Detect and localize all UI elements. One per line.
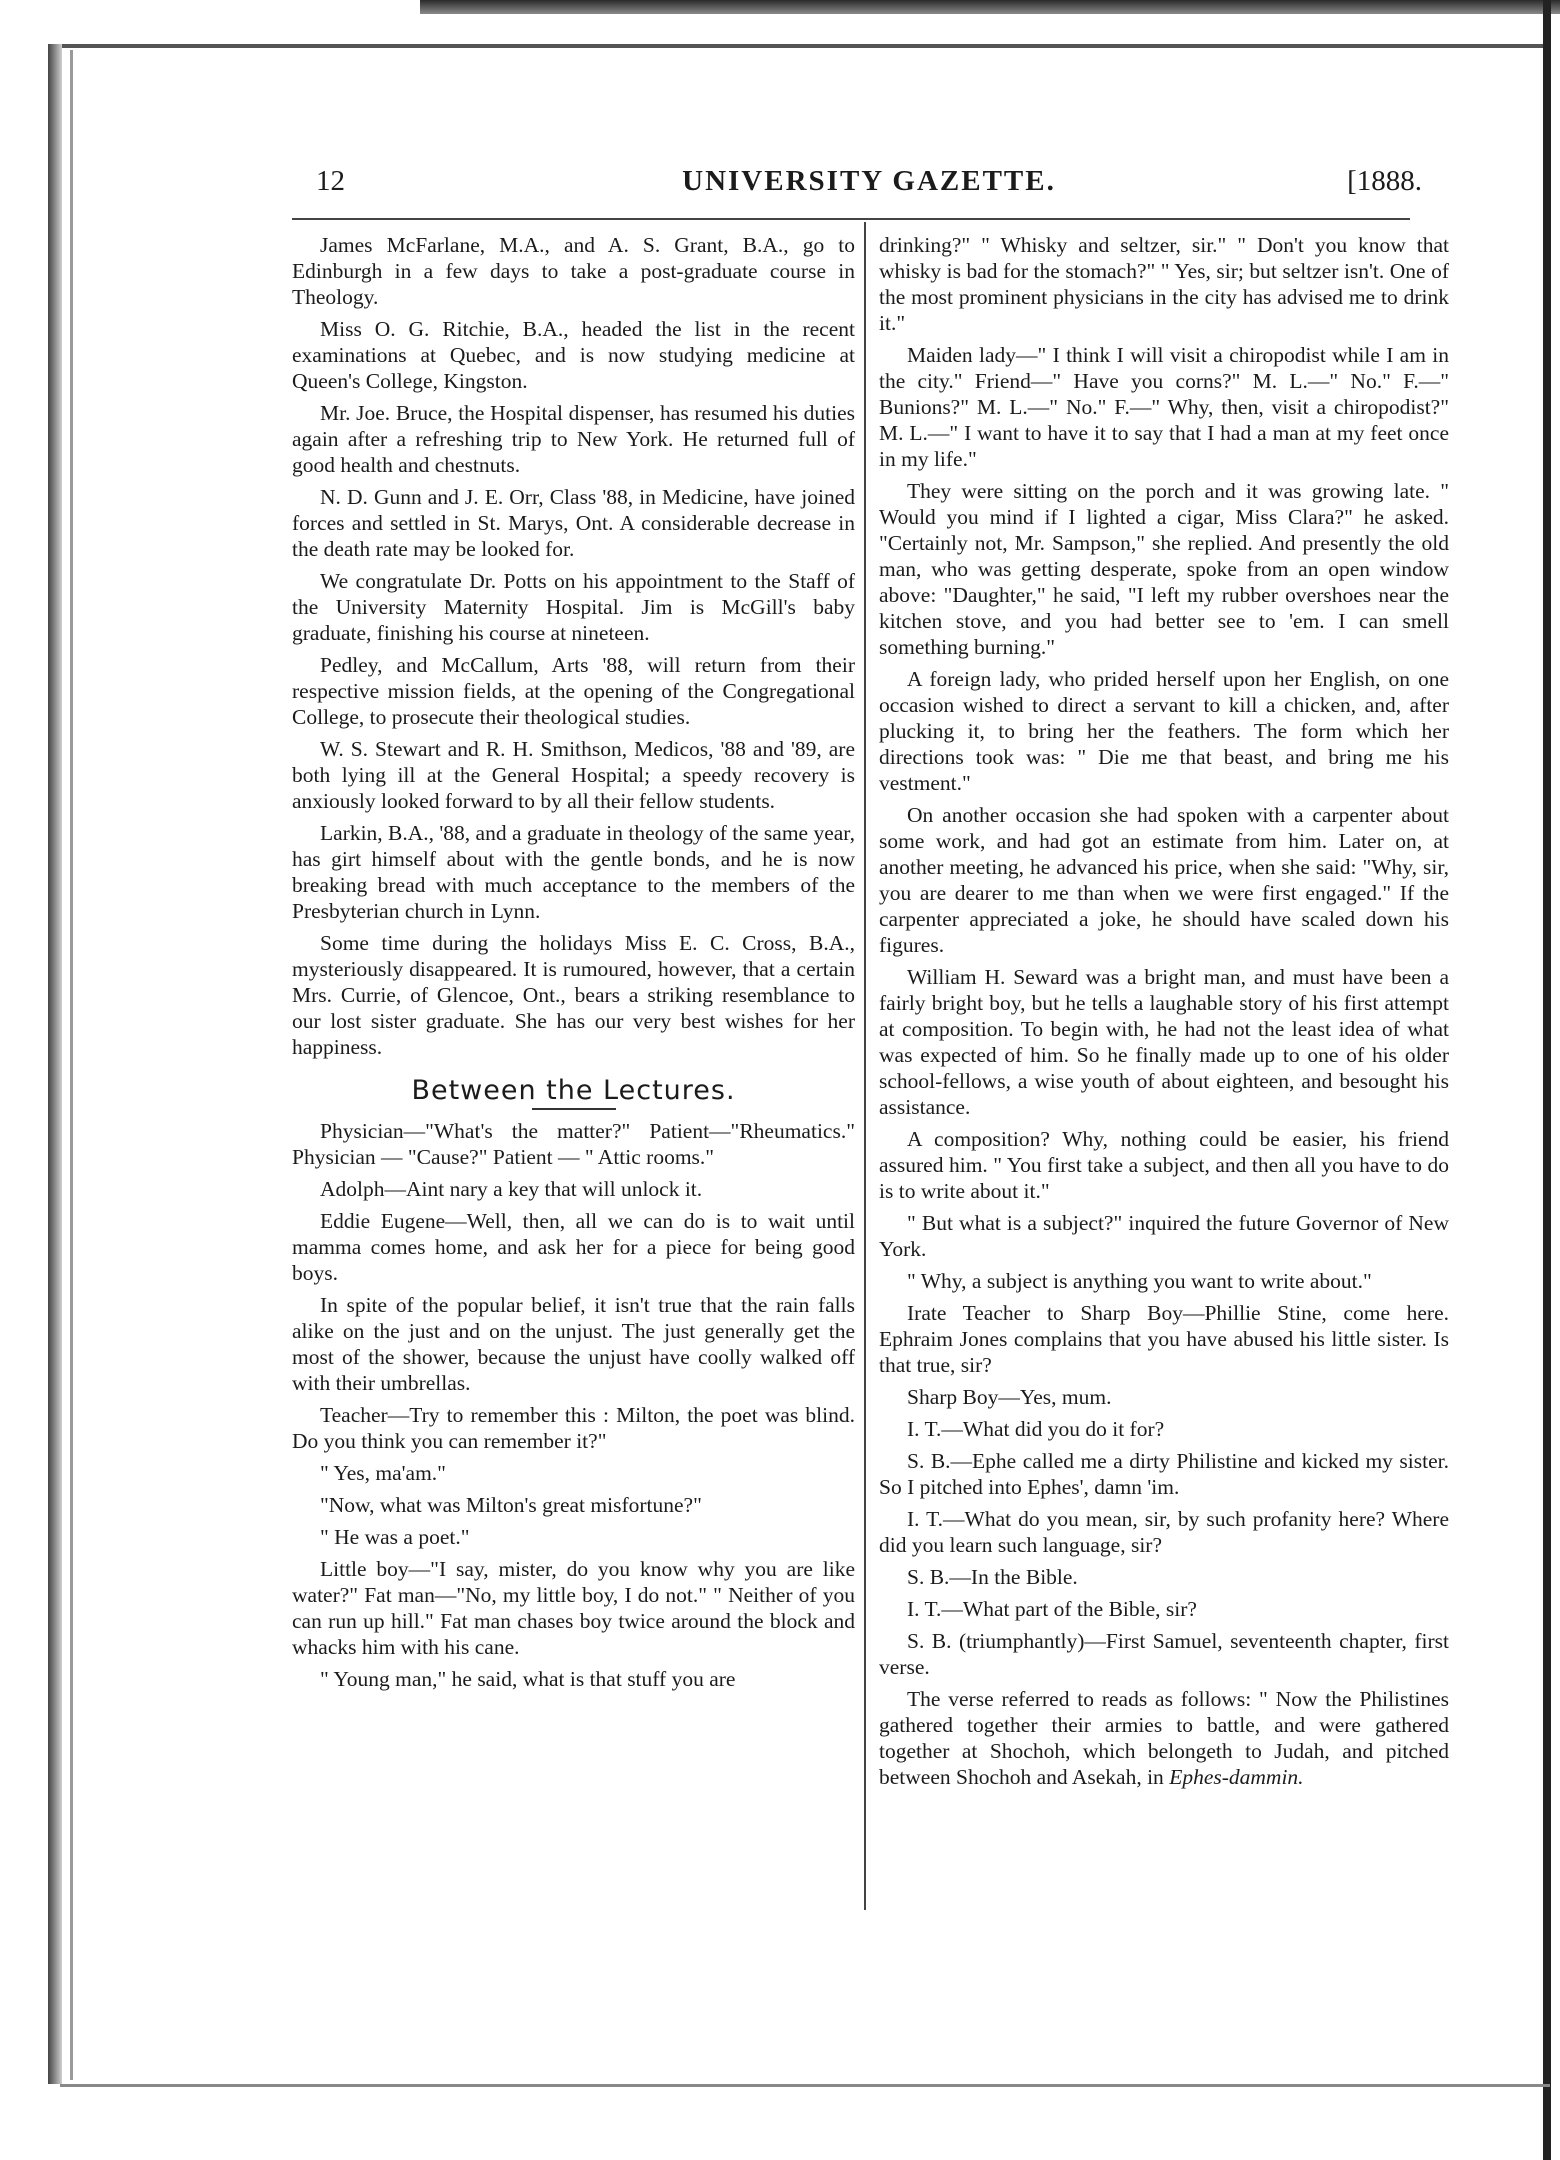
joke-paragraph: I. T.—What did you do it for? xyxy=(907,1417,1165,1441)
news-paragraph: We congratulate Dr. Potts on his appointment to the Staff of the University Maternity Hospital. Jim is McGill's baby graduate, finishing his course at nineteen. xyxy=(292,569,855,645)
heading-rule xyxy=(532,1108,616,1110)
publication-title: UNIVERSITY GAZETTE. xyxy=(682,165,1056,197)
joke-paragraph: Adolph—Aint nary a key that will unlock it. xyxy=(320,1177,703,1201)
joke-paragraph: William H. Seward was a bright man, and must have been a fairly bright boy, but he tells a laughable story of his first attempt at composition. To begin with, he had not the least idea of what was expected of him. So he finally made up to one of his older school-fellows, a wise youth of about eighteen, and besought his assistance. xyxy=(879,965,1449,1119)
section-heading: Between the Lectures. xyxy=(411,1075,736,1106)
joke-paragraph: Eddie Eugene—Well, then, all we can do is to wait until mamma comes home, and ask her for a piece for being good boys. xyxy=(292,1209,855,1285)
issue-year: [1888. xyxy=(1347,165,1422,197)
joke-paragraph: Little boy—"I say, mister, do you know why you are like water?" Fat man—"No, my little boy, I do not." " Neither of you can run up hill." Fat man chases boy twice around the block and whacks him with his cane. xyxy=(292,1557,855,1659)
news-paragraph: James McFarlane, M.A., and A. S. Grant, B.A., go to Edinburgh in a few days to take a post-graduate course in Theology. xyxy=(292,233,855,309)
page-edge-inner xyxy=(70,50,73,2080)
joke-paragraph: Maiden lady—" I think I will visit a chiropodist while I am in the city." Friend—" Have you corns?" M. L.—" No." F.—" Bunions?" M. L.—" No." F.—" Why, then, visit a chiropodist?" M. L.—" I want to have it to say that I had a man at my feet once in my life." xyxy=(879,343,1449,471)
header-rule xyxy=(292,218,1410,220)
joke-paragraph: Sharp Boy—Yes, mum. xyxy=(907,1385,1112,1409)
joke-paragraph: On another occasion she had spoken with a carpenter about some work, and had got an estimate from him. Later on, at another meeting, he advanced his price, when she said: "Why, sir, you are dearer to me than when we were first engaged." If the carpenter appreciated a joke, he should have scaled down his figures. xyxy=(879,803,1449,957)
joke-paragraph: A composition? Why, nothing could be easier, his friend assured him. " You first take a subject, and then all you have to do is to write about it." xyxy=(879,1127,1449,1203)
joke-paragraph: S. B.—Ephe called me a dirty Philistine and kicked my sister. So I pitched into Ephes', damn 'im. xyxy=(879,1449,1449,1499)
joke-paragraph: They were sitting on the porch and it was growing late. " Would you mind if I lighted a cigar, Miss Clara?" he asked. "Certainly not, Mr. Sampson," she replied. And presently the old man, who was getting desperate, spoke from an open window above: "Daughter," he said, "I left my rubber overshoes near the kitchen stove, and you had better see to 'em. I can smell something burning." xyxy=(879,479,1449,659)
page-edge-left xyxy=(48,44,62,2084)
final-paragraph-text: The verse referred to reads as follows: " Now the Philistines gathered together their armies to battle, and were gathered together at Shochoh, which belongeth to Judah, and pitched between Shochoh and Asekah, in xyxy=(879,1687,1449,1789)
joke-paragraph: In spite of the popular belief, it isn't true that the rain falls alike on the just and on the unjust. The just generally get the most of the shower, because the unjust have coolly walked off with their umbrellas. xyxy=(292,1293,855,1395)
news-paragraph: Larkin, B.A., '88, and a graduate in theology of the same year, has girt himself about with the gentle bonds, and he is now breaking bread with much acceptance to the members of the Presbyterian church in Lynn. xyxy=(292,821,855,923)
final-paragraph-emphasis: Ephes-dammin. xyxy=(1169,1765,1304,1789)
news-paragraph: Pedley, and McCallum, Arts '88, will return from their respective mission fields, at the opening of the Congregational College, to prosecute their theological studies. xyxy=(292,653,855,729)
page-edge-line xyxy=(60,44,1550,48)
joke-paragraph: " Young man," he said, what is that stuff you are xyxy=(320,1667,736,1691)
page-edge-bottom xyxy=(60,2084,1550,2087)
joke-paragraph: Teacher—Try to remember this : Milton, the poet was blind. Do you think you can remember it?" xyxy=(292,1403,855,1453)
joke-paragraph: drinking?" " Whisky and seltzer, sir." " Don't you know that whisky is bad for the stomach?" " Yes, sir; but seltzer isn't. One of the most prominent physicians in the city has advised me to drink it." xyxy=(879,233,1449,335)
column-divider xyxy=(864,222,866,1910)
joke-paragraph: " But what is a subject?" inquired the future Governor of New York. xyxy=(879,1211,1449,1261)
final-paragraph xyxy=(879,1686,1449,1790)
joke-paragraph: A foreign lady, who prided herself upon her English, on one occasion wished to direct a servant to kill a chicken, and, after plucking it, to bring her the feathers. The form which her directions took was: " Die me that beast, and bring me his vestment." xyxy=(879,667,1449,795)
page-number: 12 xyxy=(316,165,345,197)
joke-paragraph: " Yes, ma'am." xyxy=(320,1461,446,1485)
news-paragraph: N. D. Gunn and J. E. Orr, Class '88, in Medicine, have joined forces and settled in St. Marys, Ont. A considerable decrease in the death rate may be looked for. xyxy=(292,485,855,561)
joke-paragraph: Physician—"What's the matter?" Patient—"Rheumatics." Physician — "Cause?" Patient — " Attic rooms." xyxy=(292,1119,855,1169)
joke-paragraph: I. T.—What part of the Bible, sir? xyxy=(907,1597,1197,1621)
news-paragraph: W. S. Stewart and R. H. Smithson, Medicos, '88 and '89, are both lying ill at the General Hospital; a speedy recovery is anxiously looked forward to by all their fellow students. xyxy=(292,737,855,813)
joke-paragraph: " He was a poet." xyxy=(320,1525,470,1549)
joke-paragraph: S. B. (triumphantly)—First Samuel, seventeenth chapter, first verse. xyxy=(879,1629,1449,1679)
joke-paragraph: I. T.—What do you mean, sir, by such profanity here? Where did you learn such language, sir? xyxy=(879,1507,1449,1557)
page-edge-right xyxy=(1543,0,1551,2160)
joke-paragraph: "Now, what was Milton's great misfortune?" xyxy=(320,1493,702,1517)
joke-paragraph: " Why, a subject is anything you want to write about." xyxy=(907,1269,1372,1293)
page-edge-top xyxy=(420,0,1560,14)
joke-paragraph: Irate Teacher to Sharp Boy—Phillie Stine, come here. Ephraim Jones complains that you have abused his little sister. Is that true, sir? xyxy=(879,1301,1449,1377)
page-header xyxy=(316,165,1422,205)
news-paragraph: Some time during the holidays Miss E. C. Cross, B.A., mysteriously disappeared. It is rumoured, however, that a certain Mrs. Currie, of Glencoe, Ont., bears a striking resemblance to our lost sister graduate. She has our very best wishes for her happiness. xyxy=(292,931,855,1059)
right-column xyxy=(879,232,1449,1796)
news-paragraph: Mr. Joe. Bruce, the Hospital dispenser, has resumed his duties again after a refreshing trip to New York. He returned full of good health and chestnuts. xyxy=(292,401,855,477)
left-column xyxy=(292,232,855,1698)
news-paragraph: Miss O. G. Ritchie, B.A., headed the list in the recent examinations at Quebec, and is now studying medicine at Queen's College, Kingston. xyxy=(292,317,855,393)
joke-paragraph: S. B.—In the Bible. xyxy=(907,1565,1078,1589)
